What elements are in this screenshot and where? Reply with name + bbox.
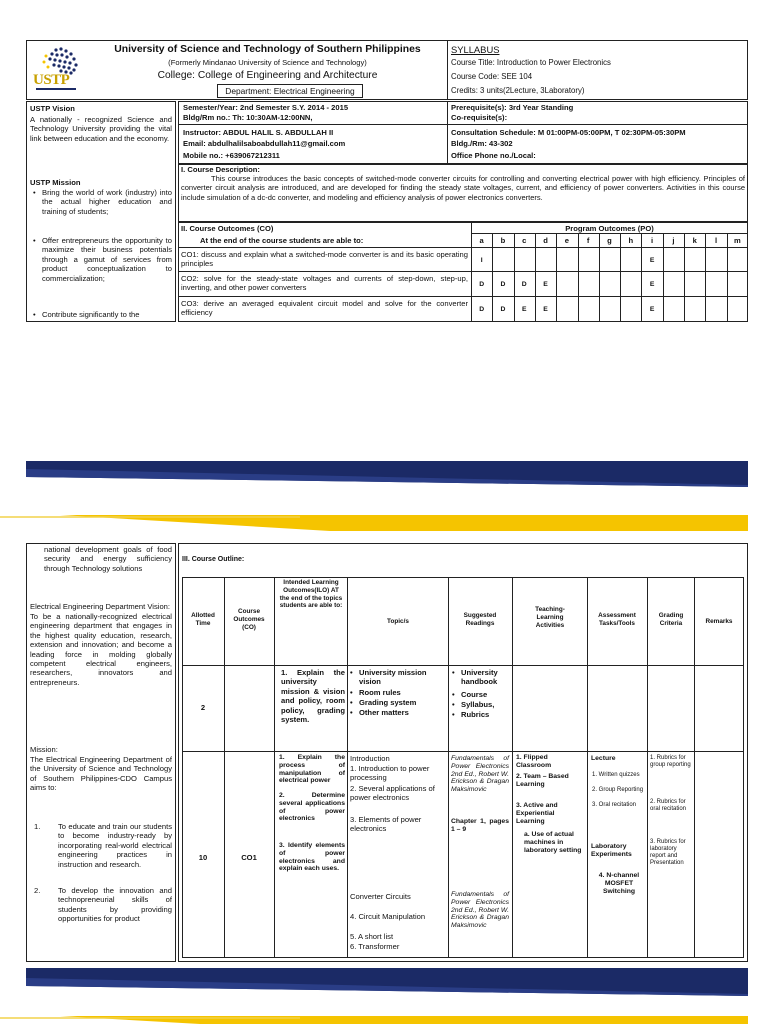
course-description-text: This course introduces the basic concepts of switched-mode converter circuits for controlling and converting electrical power with high efficiency. Principles of converter circuit analysis are introduced, and are developed for finding the steady state voltages, current, and efficiency of power converters. Activities in this course include simulation of a dc-dc converter, and modeling and efficiency analysis of power electronics converters.: [181, 174, 745, 202]
instructor-mobile: Mobile no.: +639067212311: [183, 151, 280, 160]
topic-item: 1. Introduction to power processing: [350, 764, 430, 783]
ee-mission-item: To educate and train our students to become industry-ready by incorporating real-world electrical engineering practices in instruction and research.: [58, 822, 172, 869]
reading-item: • University handbook: [461, 668, 509, 687]
col-ilo: Intended Learning Outcomes(ILO) AT the end of the topics students are able to:: [279, 579, 343, 610]
po-header-m: m: [733, 236, 741, 245]
ustp-mission-item: • Bring the world of work (industry) into the actual higher education and training of students;: [42, 188, 172, 216]
topic-item: 5. A short list: [350, 932, 394, 941]
course-outline-title: III. Course Outline:: [182, 556, 245, 563]
po-mark: E: [649, 281, 655, 288]
instructor-email: Email: abdulhalilsaboabdullah11@gmail.com: [183, 139, 346, 148]
assessment-lecture: Lecture: [591, 755, 616, 762]
course-credits: Credits: 3 units(2Lecture, 3Laboratory): [451, 86, 585, 95]
office-phone: Office Phone no./Local:: [451, 151, 536, 160]
assessment-lab: Laboratory Experiments: [591, 843, 632, 858]
course-outcomes-title: II. Course Outcomes (CO): [181, 224, 274, 233]
assessment-lab-item: 4. N-channel MOSFET Switching: [598, 872, 640, 895]
po-header-k: k: [692, 236, 697, 245]
po-header-d: d: [543, 236, 548, 245]
po-mark: E: [521, 306, 527, 313]
po-header-e: e: [564, 236, 569, 245]
topic-item: 6. Transformer: [350, 942, 400, 951]
po-mark: D: [479, 306, 485, 313]
ustp-mission-title: USTP Mission: [30, 178, 81, 187]
row2-co: CO1: [241, 853, 257, 862]
assessment-item: 2. Group Reporting: [592, 787, 644, 793]
college-name: College: College of Engineering and Architecture: [157, 70, 378, 81]
ilo-item: 3. Identify elements of power electronics and explain each uses.: [279, 842, 345, 873]
class-schedule: Bldg/Rm no.: Th: 10:30AM-12:00NN,: [183, 113, 313, 122]
topic-item: 2. Several applications of power electronics: [350, 784, 435, 803]
po-header-l: l: [714, 236, 718, 245]
program-outcomes-title: Program Outcomes (PO): [565, 224, 654, 233]
corequisites: Co-requisite(s):: [451, 113, 508, 122]
col-remarks: Remarks: [705, 618, 733, 625]
col-course-outcomes: Course Outcomes (CO): [233, 608, 265, 631]
ustp-mission-item: • Contribute significantly to the: [42, 310, 172, 319]
po-header-i: i: [651, 236, 654, 245]
po-mark: D: [479, 281, 485, 288]
ilo-item: 2. Determine several applications of power electronics: [279, 792, 345, 823]
instructor-name: Instructor: ABDUL HALIL S. ABDULLAH II: [183, 128, 334, 137]
col-topics: Topic/s: [387, 618, 409, 625]
university-name: University of Science and Technology of Southern Philippines: [114, 44, 421, 55]
po-mark: D: [521, 281, 527, 288]
page-break-banner: [0, 455, 768, 545]
tla-item: 2. Team – Based Learning: [516, 773, 569, 788]
prerequisites: Prerequisite(s): 3rd Year Standing: [451, 103, 574, 112]
col-readings: Suggested Readings: [463, 612, 497, 627]
consultation-schedule: Consultation Schedule: M 01:00PM-05:00PM, T 02:30PM-05:30PM: [451, 128, 686, 137]
bottom-banner: [0, 962, 768, 1024]
po-header-j: j: [672, 236, 675, 245]
col-grading: Grading Criteria: [658, 612, 684, 627]
assessment-item: 1. Written quizzes: [592, 772, 640, 778]
po-header-f: f: [586, 236, 590, 245]
grading-item: 1. Rubrics for group reporting: [650, 755, 691, 768]
po-mark: I: [480, 257, 483, 264]
po-header-g: g: [607, 236, 612, 245]
syllabus-heading: SYLLABUS: [451, 44, 500, 55]
formerly-name: (Formerly Mindanao University of Science and Technology): [168, 58, 367, 67]
col-allotted-time: Allotted Time: [191, 612, 215, 627]
ee-mission-title: Mission:: [30, 745, 58, 754]
row2-readings-a: Fundamentals of Power Electronics 2nd Ed., Robert W. Erickson & Dragan Maksimovic: [451, 755, 509, 794]
po-mark: E: [543, 281, 548, 288]
po-mark: D: [500, 281, 506, 288]
col-teaching-learning: Teaching-Learning Activities: [535, 606, 565, 629]
logo-text: USTP: [33, 72, 70, 88]
po-header-c: c: [522, 236, 527, 245]
po-header-b: b: [500, 236, 506, 245]
ilo-item: 1. Explain the process of manipulation of electrical power: [279, 754, 345, 785]
ee-mission-text: The Electrical Engineering Department of the University of Science and Technology of Southern Philippines-CDO Campus aims to:: [30, 755, 172, 793]
reading-item: • Course: [461, 690, 509, 699]
reading-item: • Rubrics: [461, 710, 509, 719]
po-header-a: a: [479, 236, 484, 245]
course-description-title: I. Course Description:: [181, 165, 260, 174]
building-room: Bldg./Rm: 43-302: [451, 139, 513, 148]
topic-item: Converter Circuits: [350, 892, 411, 901]
po-mark: D: [500, 306, 506, 313]
topic-item: • Room rules: [359, 688, 445, 697]
po-mark: E: [649, 306, 655, 313]
row2-time: 10: [198, 853, 208, 862]
topic-item: 4. Circuit Manipulation: [350, 912, 426, 921]
col-assessment: Assessment Tasks/Tools: [598, 612, 636, 627]
tla-item: 3. Active and Experiential Learning: [516, 802, 558, 825]
row1-time: 2: [200, 703, 206, 712]
grading-item: 3. Rubrics for laboratory report and Presentation: [650, 839, 686, 866]
ee-mission-item: To develop the innovation and technopreneurial skills of students by providing opportunities for product: [58, 886, 172, 924]
tla-item: 1. Flipped Classroom: [516, 754, 552, 769]
semester-year: Semester/Year: 2nd Semester S.Y. 2014 - 2015: [183, 103, 349, 112]
ustp-vision-title: USTP Vision: [30, 104, 75, 113]
course-outcomes-intro: At the end of the course students are able to:: [200, 236, 364, 245]
topic-item: • University mission vision: [359, 668, 445, 687]
po-header-h: h: [628, 236, 634, 245]
co1-text: CO1: discuss and explain what a switched-mode converter is and its basic operating principles: [181, 250, 468, 269]
ustp-logo: [30, 44, 86, 96]
topic-item: 3. Elements of power electronics: [350, 815, 422, 834]
course-title: Course Title: Introduction to Power Electronics: [451, 58, 611, 67]
assessment-item: 3. Oral recitation: [592, 802, 637, 808]
reading-item: • Syllabus,: [461, 700, 509, 709]
syllabus-page-1: [0, 0, 768, 330]
row1-ilo: 1. Explain the university mission & vision and policy, room policy, grading system.: [281, 668, 345, 725]
mission-continued: national development goals of food security and energy sufficiency through Technology solutions: [44, 545, 172, 573]
co2-text: CO2: solve for the steady-state voltages and currents of step-down, step-up, inverting, and other power converters: [181, 274, 468, 293]
ee-vision-title: Electrical Engineering Department Vision:: [30, 602, 170, 611]
ee-vision-text: To be a nationally-recognized electrical engineering department that engages in the highest quality education, research, extension and innovation; and become a leading force in molding globally competent electrical engineers, researchers, innovators and entrepreneurs.: [30, 612, 172, 687]
topic-item: • Grading system: [359, 698, 445, 707]
topic-item: Introduction: [350, 754, 390, 763]
tla-item: a. Use of actual machines in laboratory setting: [524, 831, 582, 854]
row2-readings-b: Fundamentals of Power Electronics 2nd Ed., Robert W. Erickson & Dragan Maksimovic: [451, 891, 509, 930]
syllabus-page-2: national development goals of food security and energy sufficiency through Technology solutions Electrical Engineering Department Vision: To be a nationally-recognized electrical engineering department that engages in the highest quality education, research, extension and innovation; and become a leading force in molding globally competent electrical engineers, researchers, innovators and entrepreneurs. Mission: The Electrical Engineering Department of the University of Science and Technology of Southern Philippines-CDO Campus aims to: 1. To educate and train our students to become industry-ready by incorporating real-world electrical engineering practices in instruction and research. 2. To develop the innovation and technopreneurial skills of students by providing opportunities for product III. Course Outline: Allotted Time Course Outcomes (CO) Intended Learning Outcomes(ILO) AT the end of the topics students are able to: Topic/s Suggested Readings Teaching-Learning Activities Assessment Tasks/Tools Grading Criteria Remarks 2 1. Explain the university mission & vision and policy, room policy, grading system. • University mission vision • Room rules • Grading system • Other matters • University handbook • Course • Syllabus, • Rubrics 10 CO1 1. Explain the process of manipulation of electrical power 2. Determine several applications of power electronics 3. Identify elements of power electronics and explain each uses. Introduction 1. Introduction to power processing 2. Several applications of power electronics 3. Elements of power electronics Converter Circuits 4. Circuit Manipulation 5. A short list 6. Transformer Fundamentals of Power Electronics 2nd Ed., Robert W. Erickson & Dragan Maksimovic Chapter 1, pages 1 – 9 Fundamentals of Power Electronics 2nd Ed., Robert W. Erickson & Dragan Maksimovic 1. Flipped Classroom 2. Team – Based Learning 3. Active and Experiential Learning a. Use of actual machines in laboratory setting Lecture 1. Written quizzes 2. Group Reporting 3. Oral recitation Laboratory Experiments 4. N-channel MOSFET Switching 1. Rubrics for group reporting 2. Rubrics for oral recitation 3. Rubrics for laboratory report and Presentation: [0, 540, 768, 965]
po-mark: E: [649, 257, 655, 264]
topic-item: • Other matters: [359, 708, 445, 717]
ustp-vision-text: A nationally - recognized Science and Technology University providing the vital link between education and the economy.: [30, 115, 172, 143]
department-name: Department: Electrical Engineering: [225, 86, 355, 96]
row2-readings-chapter: Chapter 1, pages 1 – 9: [451, 818, 509, 833]
grading-item: 2. Rubrics for oral recitation: [650, 799, 687, 812]
co3-text: CO3: derive an averaged equivalent circuit model and solve for the converter efficiency: [181, 299, 468, 318]
ustp-mission-item: • Offer entrepreneurs the opportunity to maximize their business potentials through a gamut of services from product conceptualization to commercialization;: [42, 236, 172, 283]
po-mark: E: [543, 306, 548, 313]
course-code: Course Code: SEE 104: [451, 72, 533, 81]
